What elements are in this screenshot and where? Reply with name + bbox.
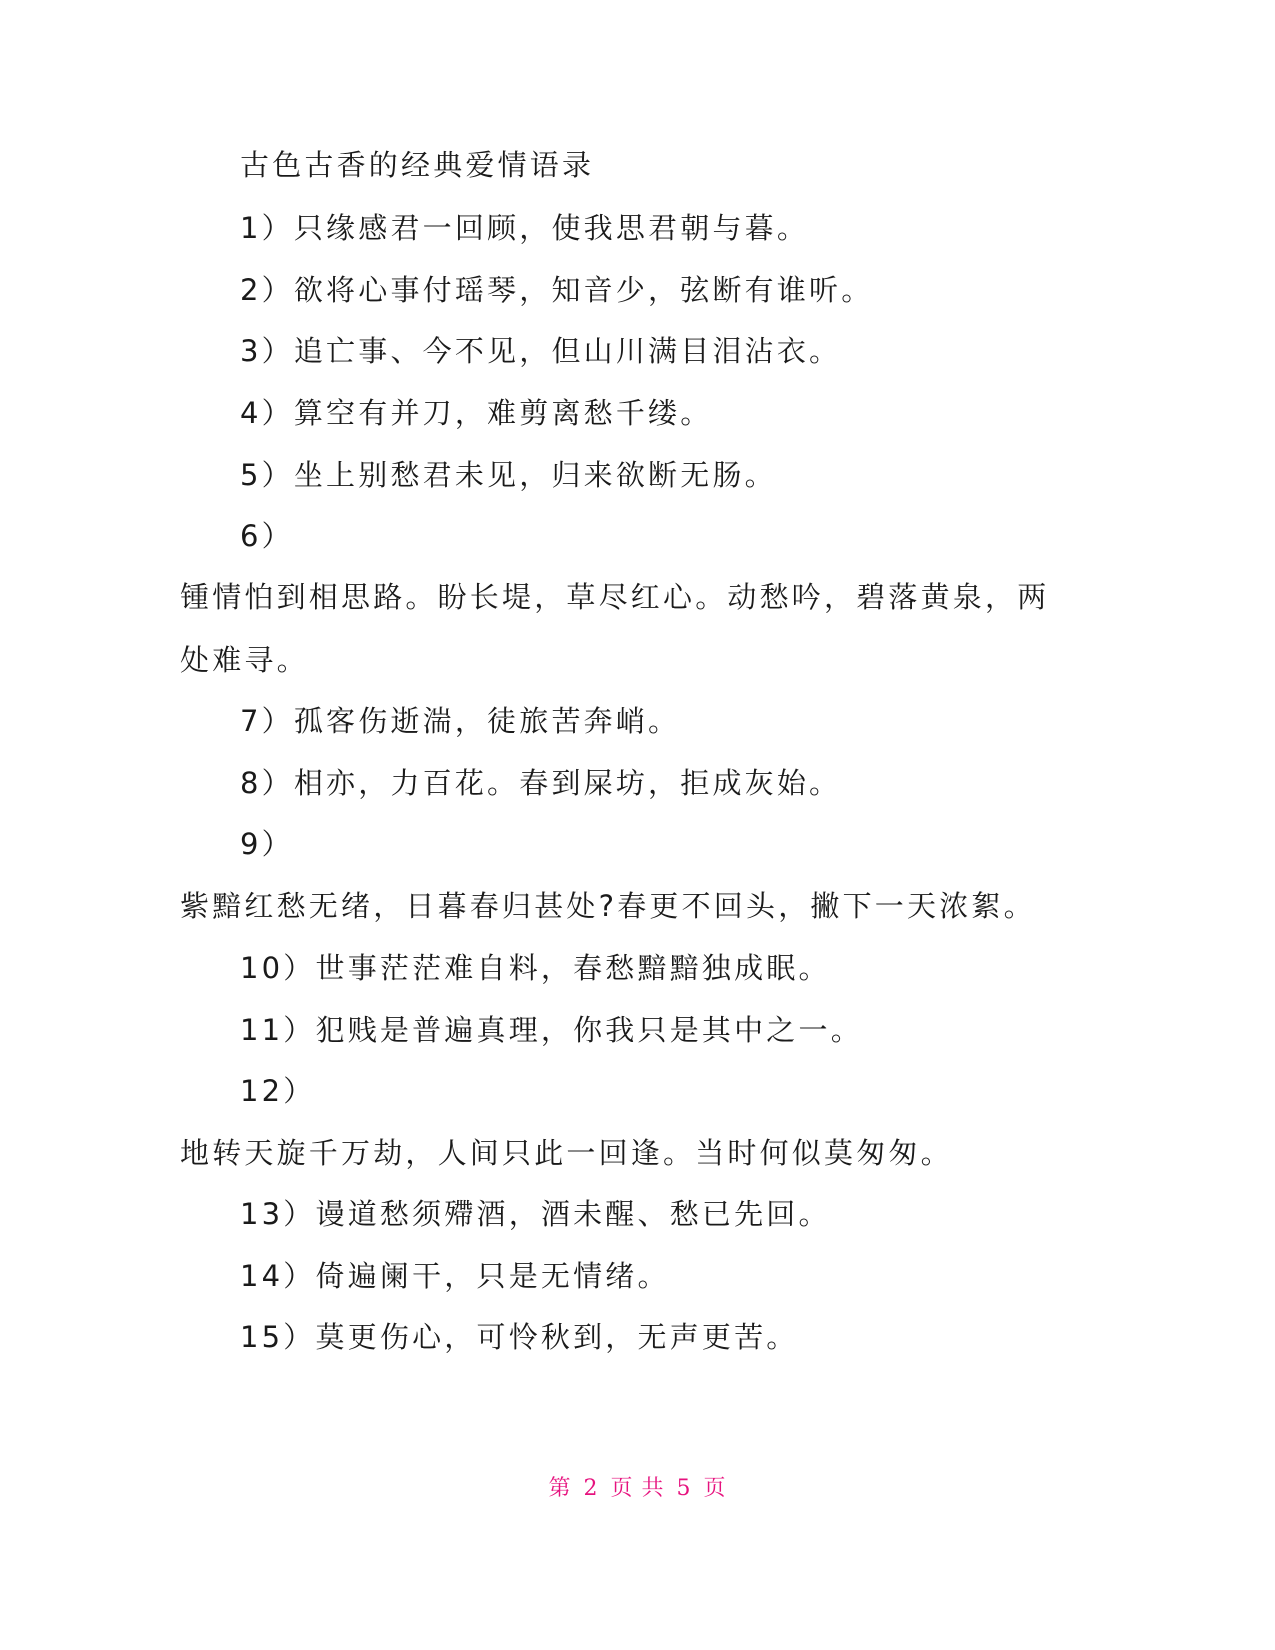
footer-total-pages: 5 — [676, 1476, 692, 1501]
quote-line: 7）孤客伤逝湍，徒旅苦奔峭。 — [240, 704, 681, 738]
quote-line: 4）算空有并刀，难剪离愁千缕。 — [240, 396, 713, 430]
quote-number: 9） — [240, 827, 294, 861]
footer-suffix: 页 — [703, 1476, 727, 1501]
quote-number: 6） — [240, 519, 294, 553]
quote-line: 5）坐上别愁君未见，归来欲断无肠。 — [240, 458, 777, 492]
quote-line: 2）欲将心事付瑶琴，知音少，弦断有谁听。 — [240, 273, 874, 307]
quote-line-continued: 处难寻。 — [180, 643, 309, 677]
quote-line: 紫黯红愁无绪，日暮春归甚处?春更不回头，撇下一天浓絮。 — [180, 889, 1036, 923]
quote-line: 15）莫更伤心，可怜秋到，无声更苦。 — [240, 1320, 799, 1354]
quote-line: 锺情怕到相思路。盼长堤，草尽红心。动愁吟，碧落黄泉，两 — [180, 580, 1050, 614]
quote-line: 1）只缘感君一回顾，使我思君朝与暮。 — [240, 211, 810, 245]
quote-line: 10）世事茫茫难自料，春愁黯黯独成眠。 — [240, 951, 831, 985]
footer-page-number: 2 — [583, 1476, 599, 1501]
quote-number: 12） — [240, 1074, 316, 1108]
document-title: 古色古香的经典爱情语录 — [240, 148, 595, 182]
page-footer — [0, 1471, 1275, 1502]
quote-line: 地转天旋千万劫，人间只此一回逢。当时何似莫匆匆。 — [180, 1136, 953, 1170]
quote-line: 3）追亡事、今不见，但山川满目泪沾衣。 — [240, 334, 842, 368]
footer-prefix: 第 — [548, 1476, 572, 1501]
quote-line: 13）谩道愁须殢酒，酒未醒、愁已先回。 — [240, 1197, 831, 1231]
quote-line: 8）相亦，力百花。春到屎坊，拒成灰始。 — [240, 766, 842, 800]
footer-middle: 页 共 — [610, 1476, 665, 1501]
quote-line: 11）犯贱是普遍真理，你我只是其中之一。 — [240, 1013, 863, 1047]
quote-line: 14）倚遍阑干，只是无情绪。 — [240, 1259, 670, 1293]
